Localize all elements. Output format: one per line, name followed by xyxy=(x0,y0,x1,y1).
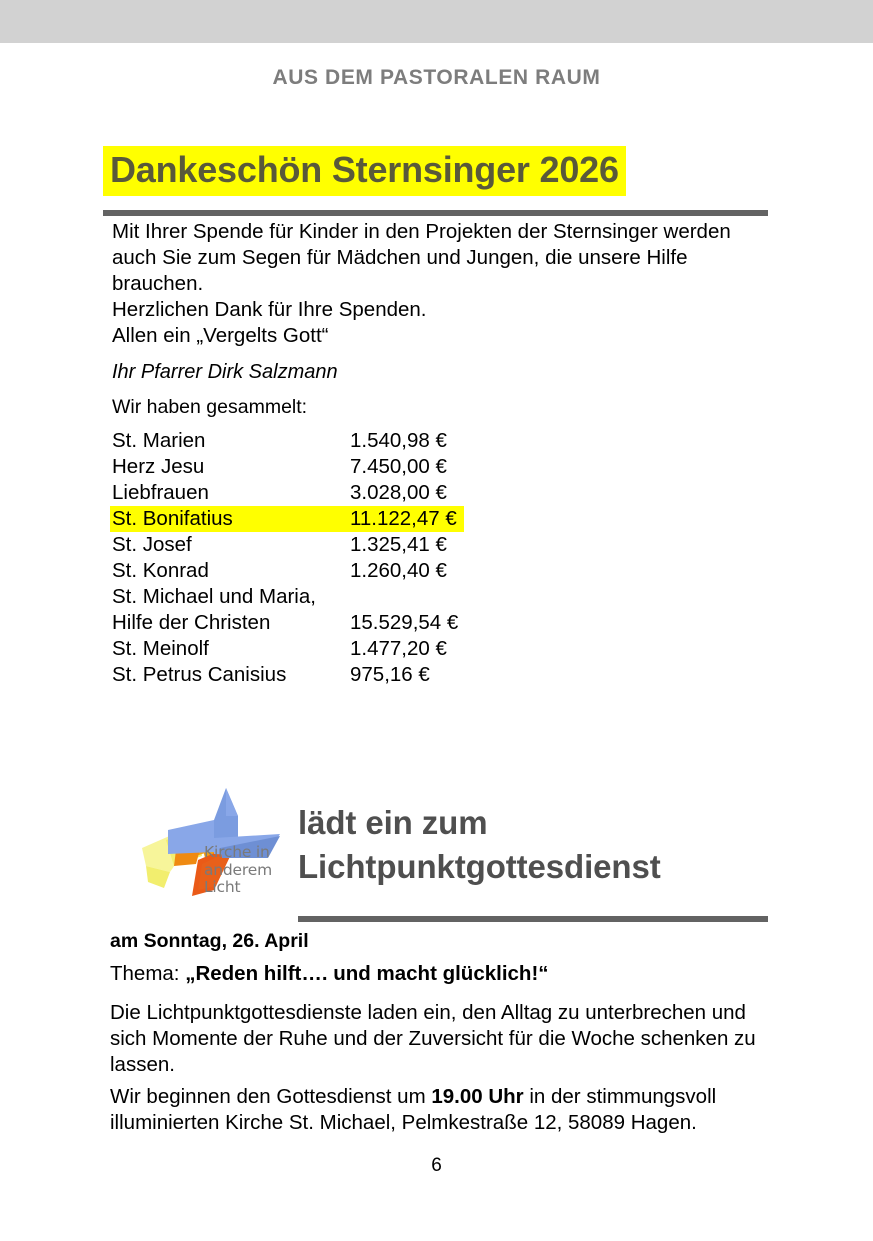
parish-name: St. Konrad xyxy=(112,559,209,582)
donation-amount: 7.450,00 € xyxy=(350,455,447,478)
event-topic-value: „Reden hilft…. und macht glücklich!“ xyxy=(185,962,549,985)
table-row xyxy=(110,662,464,688)
article-signature: Ihr Pfarrer Dirk Salzmann xyxy=(112,361,338,383)
event-start-suffix: in der stimmungsvoll illuminierten Kirche St. Michael, Pelmkestraße 12, 58089 Hagen. xyxy=(110,1085,717,1134)
article-headline: Dankeschön Sternsinger 2026 xyxy=(103,146,626,196)
parish-name: St. Marien xyxy=(112,429,206,452)
donation-amount: 15.529,54 € xyxy=(350,611,459,634)
logo-caption-line-2: anderem xyxy=(204,860,272,879)
event-start-info xyxy=(110,1084,770,1136)
event-date: am Sonntag, 26. April xyxy=(110,930,309,952)
donation-table-body xyxy=(110,428,464,688)
event-topic-label: Thema: xyxy=(110,962,186,985)
donation-amount: 975,16 € xyxy=(350,663,430,686)
table-row xyxy=(110,480,464,506)
event-headline xyxy=(298,801,768,889)
logo-caption-line-1: Kirche in xyxy=(204,843,270,861)
event-description: Die Lichtpunktgottesdienste laden ein, den Alltag zu unterbrechen und sich Momente der Ruhe und der Zuversicht für die Woche schenken zu lassen. xyxy=(110,1001,756,1076)
parish-name: Herz Jesu xyxy=(112,455,205,478)
donation-amount xyxy=(350,584,464,610)
parish-name: St. Michael und Maria, xyxy=(112,585,316,608)
parish-name: St. Josef xyxy=(112,533,192,556)
donation-table xyxy=(110,428,464,688)
article-headline-container xyxy=(103,146,626,196)
table-row-highlighted xyxy=(110,506,464,532)
article-thanks-line-1: Herzlichen Dank für Ihre Spenden. xyxy=(112,298,427,321)
donation-amount: 3.028,00 € xyxy=(350,481,447,504)
top-banner xyxy=(0,0,873,43)
table-row xyxy=(110,584,464,610)
table-row xyxy=(110,532,464,558)
table-row xyxy=(110,428,464,454)
collected-label: Wir haben gesammelt: xyxy=(112,396,308,418)
article-intro-paragraph xyxy=(112,219,764,349)
table-row xyxy=(110,454,464,480)
donation-amount: 1.260,40 € xyxy=(350,559,447,582)
logo-caption xyxy=(204,844,272,897)
donation-amount: 1.477,20 € xyxy=(350,637,447,660)
parish-name: St. Bonifatius xyxy=(110,506,350,532)
event-start-time: 19.00 Uhr xyxy=(431,1085,524,1108)
parish-name: St. Petrus Canisius xyxy=(112,663,287,686)
donation-amount: 1.325,41 € xyxy=(350,533,447,556)
table-row xyxy=(110,610,464,636)
event-start-prefix: Wir beginnen den Gottesdienst um xyxy=(110,1085,432,1108)
page-number: 6 xyxy=(431,1155,442,1176)
event-topic xyxy=(110,962,549,986)
parish-name: Liebfrauen xyxy=(112,481,209,504)
donation-amount: 1.540,98 € xyxy=(350,429,447,452)
table-row xyxy=(110,636,464,662)
event-divider-rule xyxy=(298,916,768,922)
donation-amount: 11.122,47 € xyxy=(350,506,464,532)
logo-caption-line-3: Licht xyxy=(204,878,241,896)
parish-name: Hilfe der Christen xyxy=(112,611,271,634)
event-headline-line-2: Lichtpunktgottesdienst xyxy=(298,848,661,885)
table-row xyxy=(110,558,464,584)
event-headline-line-1: lädt ein zum xyxy=(298,804,488,841)
section-header: AUS DEM PASTORALEN RAUM xyxy=(272,66,601,89)
parish-name: St. Meinolf xyxy=(112,637,209,660)
headline-divider-rule xyxy=(103,210,768,216)
article-thanks-line-2: Allen ein „Vergelts Gott“ xyxy=(112,324,329,347)
kirche-in-anderem-licht-logo xyxy=(140,786,292,908)
article-intro-text: Mit Ihrer Spende für Kinder in den Projekten der Sternsinger werden auch Sie zum Segen für Mädchen und Jungen, die unsere Hilfe brauchen. xyxy=(112,220,731,295)
